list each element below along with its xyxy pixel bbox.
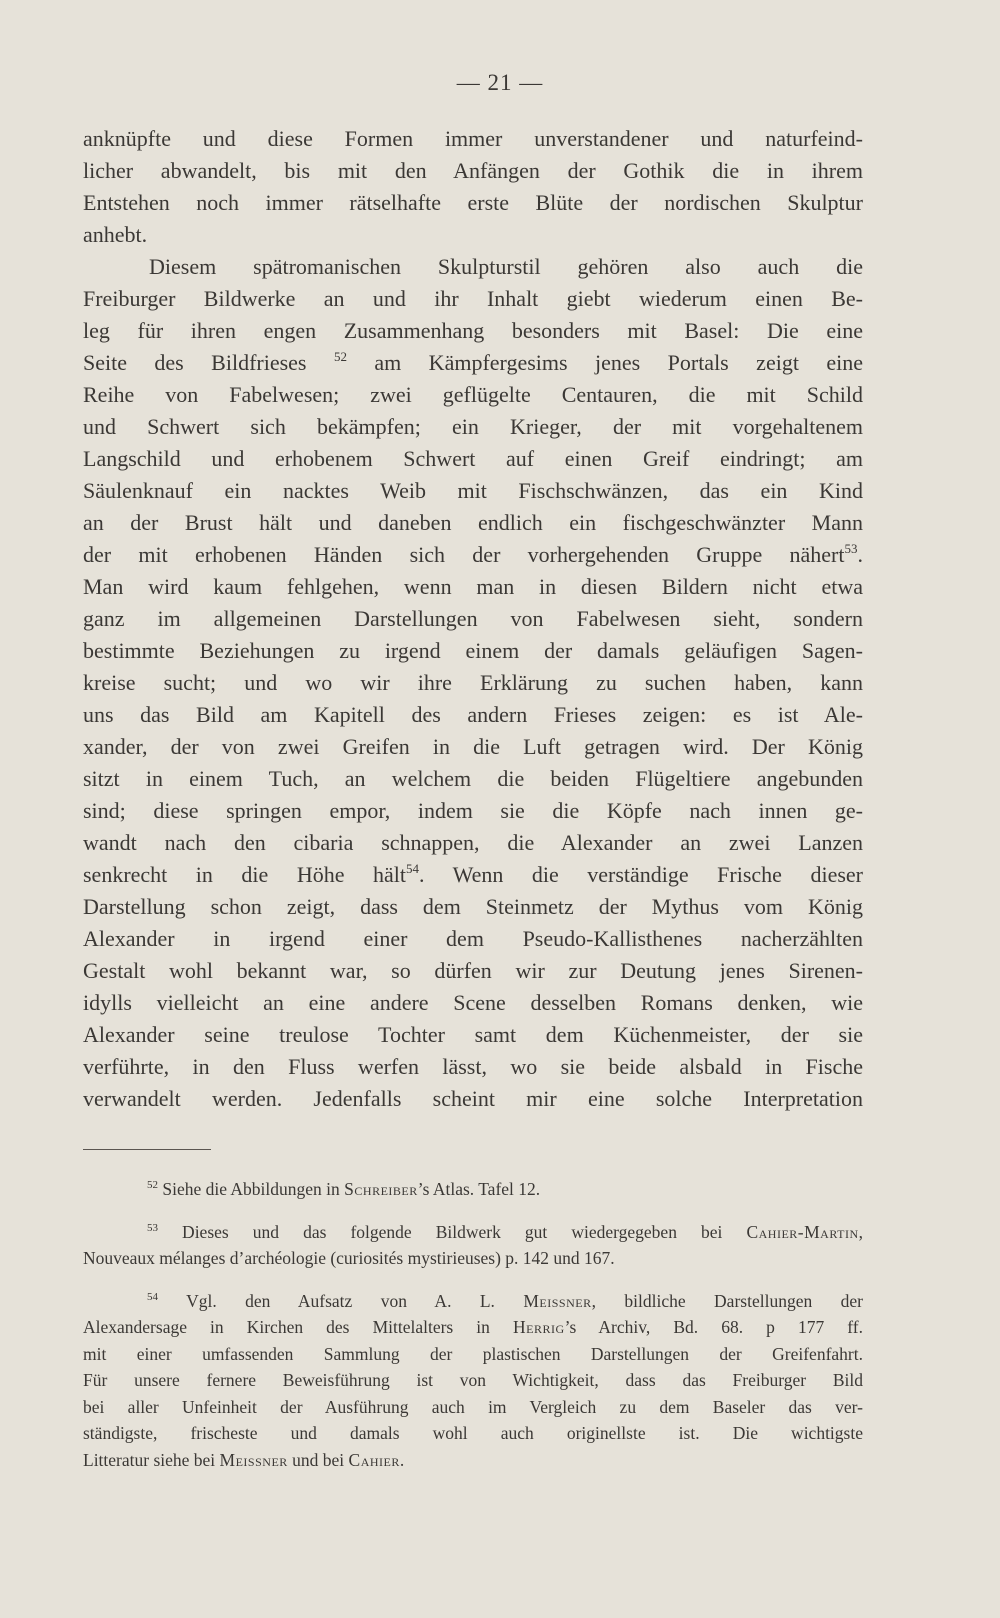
text-run: ganz im allgemeinen Darstellungen von Fabelwesen sieht, sondern (83, 606, 863, 631)
text-line (83, 795, 863, 827)
page-number: — 21 — (456, 70, 544, 95)
text-run: uns das Bild am Kapitell des andern Frieses zeigen: es ist Ale- (83, 702, 863, 727)
text-line (83, 1051, 863, 1083)
author-name: Herrig (513, 1317, 565, 1337)
footnote-line (83, 1367, 863, 1394)
text-run: senkrecht in die Höhe hält (83, 862, 406, 887)
footnote-marker: 52 (333, 349, 347, 364)
footnote-line (83, 1288, 863, 1315)
text-line (83, 731, 863, 763)
text-line (83, 539, 863, 571)
author-name: Cahier-Martin (746, 1221, 859, 1242)
text-line (83, 987, 863, 1019)
text-line (83, 1083, 863, 1115)
text-run: . Wenn die verständige Frische dieser (418, 862, 863, 887)
text-run: ’s Atlas. Tafel 12. (417, 1179, 541, 1199)
author-name: Schreiber (344, 1179, 418, 1199)
text-run: sitzt in einem Tuch, an welchem die beiden Flügeltiere angebunden (83, 766, 863, 791)
text-run: xander, der von zwei Greifen in die Luft getragen wird. Der König (83, 734, 863, 759)
text-run: Freiburger Bildwerke an und ihr Inhalt giebt wiederum einen Be- (83, 286, 863, 311)
text-line (83, 571, 863, 603)
text-line (83, 923, 863, 955)
text-run: Gestalt wohl bekannt war, so dürfen wir zur Deutung jenes Sirenen- (83, 958, 863, 983)
text-run: Alexander in irgend einer dem Pseudo-Kallisthenes nacherzählten (83, 926, 863, 951)
text-line (83, 411, 863, 443)
text-run: Litteratur siehe bei (83, 1449, 220, 1470)
text-run: Alexander seine treulose Tochter samt dem Küchenmeister, der sie (83, 1022, 863, 1047)
footnote-line (83, 1420, 863, 1447)
text-line (83, 283, 863, 315)
text-line (83, 187, 863, 219)
text-run: und Schwert sich bekämpfen; ein Krieger, der mit vorgehaltenem (83, 414, 863, 439)
footnote-marker: 53 (147, 1221, 158, 1234)
text-run: verführte, in den Fluss werfen lässt, wo sie beide alsbald in Fische (83, 1054, 863, 1079)
footnote-line (83, 1176, 863, 1203)
text-run: wandt nach den cibaria schnappen, die Alexander an zwei Lanzen (83, 830, 863, 855)
footnote-marker: 54 (405, 861, 419, 876)
text-run: Man wird kaum fehlgehen, wenn man in diesen Bildern nicht etwa (83, 574, 863, 599)
text-run: . (857, 542, 863, 567)
text-run: , bildliche Darstellungen der (591, 1290, 863, 1311)
footnote-separator (83, 1149, 211, 1150)
text-run: Entstehen noch immer rätselhafte erste Blüte der nordischen Skulptur (83, 190, 863, 215)
text-run: . (399, 1449, 405, 1470)
text-line (83, 251, 863, 283)
text-line (83, 827, 863, 859)
text-run: bei aller Unfeinheit der Ausführung auch im Vergleich zu dem Baseler das ver- (83, 1396, 863, 1417)
text-run: Diesem spätromanischen Skulpturstil gehören also auch die (149, 254, 863, 279)
text-run: sind; diese springen empor, indem sie die Köpfe nach innen ge- (83, 798, 863, 823)
text-run: idylls vielleicht an eine andere Scene desselben Romans denken, wie (83, 990, 863, 1015)
text-line (83, 635, 863, 667)
author-name: Meissner (219, 1449, 288, 1470)
text-line (83, 667, 863, 699)
author-name: Meissner (523, 1290, 592, 1311)
text-run: anknüpfte und diese Formen immer unverstandener und naturfeind- (83, 126, 863, 151)
text-run: Darstellung schon zeigt, dass dem Steinmetz der Mythus vom König (83, 894, 863, 919)
text-line (83, 763, 863, 795)
author-name: Cahier (348, 1449, 400, 1470)
text-run: verwandelt werden. Jedenfalls scheint mir eine solche Interpretation (83, 1086, 863, 1111)
text-line (83, 315, 863, 347)
text-line (83, 699, 863, 731)
footnote-line (83, 1394, 863, 1421)
text-line (83, 219, 863, 251)
footnote-line (83, 1341, 863, 1368)
footnote-line (83, 1219, 863, 1246)
text-run: Reihe von Fabelwesen; zwei geflügelte Centauren, die mit Schild (83, 382, 863, 407)
body-text (83, 123, 863, 1115)
text-run: ’s Archiv, Bd. 68. p 177 ff. (564, 1317, 863, 1337)
text-run: anhebt. (83, 222, 148, 247)
text-run: Langschild und erhobenem Schwert auf einen Greif eindringt; am (83, 446, 863, 471)
footnote-gap (83, 1272, 863, 1288)
text-line (83, 347, 863, 379)
text-line (83, 955, 863, 987)
text-line (83, 123, 863, 155)
text-line (83, 891, 863, 923)
text-run: Vgl. den Aufsatz von A. L. (158, 1290, 524, 1311)
text-line (83, 155, 863, 187)
text-run: leg für ihren engen Zusammenhang besonders mit Basel: Die eine (83, 318, 863, 343)
footnote-line (83, 1314, 863, 1341)
text-line (83, 507, 863, 539)
footnotes (83, 1176, 863, 1473)
text-run: bestimmte Beziehungen zu irgend einem der damals geläufigen Sagen- (83, 638, 863, 663)
footnote-marker: 53 (844, 541, 858, 556)
text-run: licher abwandelt, bis mit den Anfängen der Gothik die in ihrem (83, 158, 863, 183)
text-line (83, 475, 863, 507)
text-run: Seite des Bildfrieses (83, 350, 334, 375)
text-run: am Kämpfergesims jenes Portals zeigt eine (346, 350, 864, 375)
footnote-marker: 54 (147, 1290, 158, 1303)
text-run: Für unsere fernere Beweisführung ist von Wichtigkeit, dass das Freiburger Bild (83, 1370, 863, 1390)
text-run: Dieses und das folgende Bildwerk gut wiedergegeben bei (158, 1221, 747, 1242)
text-run: und bei (287, 1449, 349, 1470)
text-run: kreise sucht; und wo wir ihre Erklärung zu suchen haben, kann (83, 670, 863, 695)
text-line (83, 1019, 863, 1051)
text-run: der mit erhobenen Händen sich der vorhergehenden Gruppe nähert (83, 542, 845, 567)
text-line (83, 379, 863, 411)
footnote-line (83, 1245, 863, 1272)
text-run: Säulenknauf ein nacktes Weib mit Fischschwänzen, das ein Kind (83, 478, 863, 503)
footnote-line (83, 1447, 863, 1474)
text-line (83, 859, 863, 891)
text-run: an der Brust hält und daneben endlich ein fischgeschwänzter Mann (83, 510, 863, 535)
text-run: mit einer umfassenden Sammlung der plastischen Darstellungen der Greifenfahrt. (83, 1343, 863, 1364)
text-run: Alexandersage in Kirchen des Mittelalters in (83, 1317, 513, 1337)
footnote-marker: 52 (147, 1179, 158, 1191)
text-run: ständigste, frischeste und damals wohl auch originellste ist. Die wichtigste (83, 1423, 863, 1443)
text-line (83, 443, 863, 475)
text-run: Siehe die Abbildungen in (158, 1179, 345, 1199)
text-run: Nouveaux mélanges d’archéologie (curiosités mystirieuses) p. 142 und 167. (83, 1248, 615, 1268)
footnote-gap (83, 1203, 863, 1219)
text-run: , (858, 1221, 863, 1242)
text-line (83, 603, 863, 635)
